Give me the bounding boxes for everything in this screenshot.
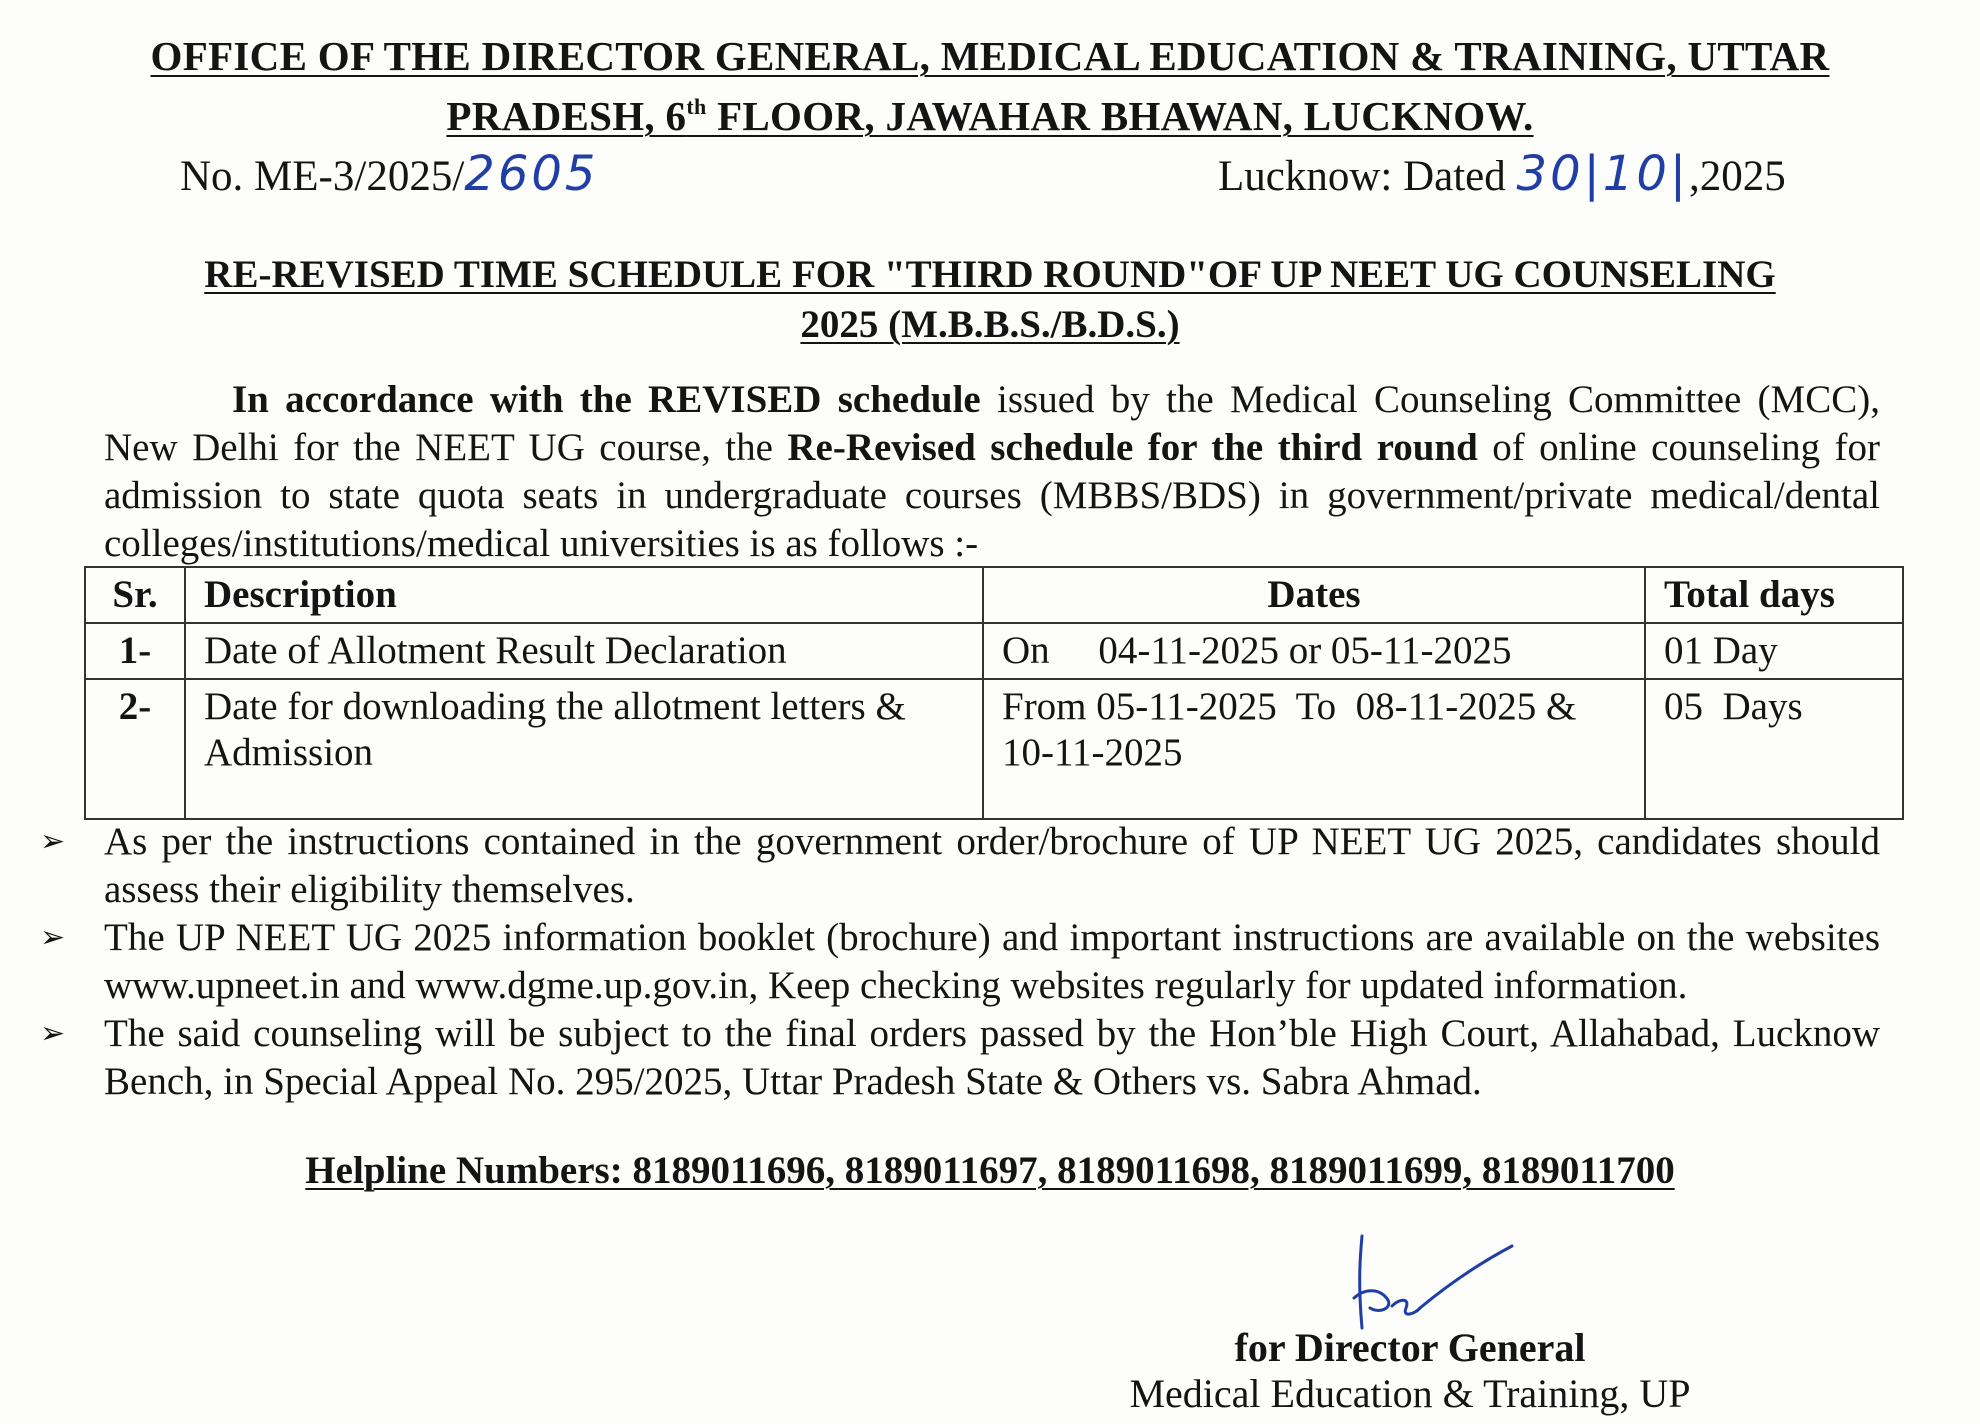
list-item [40,1010,1880,1106]
intro-text-1: issued by the Medical Counseling Committee (MCC), New Delhi for the NEET UG course, the [104,378,1880,469]
header-sr: Sr. [85,567,185,623]
header-dates: Dates [983,567,1645,623]
row1-dates: On 04-11-2025 or 05-11-2025 [983,623,1645,679]
intro-bold-revised: In accordance with the REVISED schedule [232,378,981,421]
reference-date-handwritten: 30|10| [1516,146,1690,202]
subject-line2: 2025 (M.B.B.S./B.D.S.) [800,303,1180,346]
table-row [85,679,1903,819]
intro-paragraph [104,376,1880,568]
list-item [40,914,1880,1010]
row2-total: 05 Days [1645,679,1903,819]
row2-dates: From 05-11-2025 To 08-11-2025 & 10-11-2025 [983,679,1645,819]
row1-total: 01 Day [1645,623,1903,679]
arrow-bullet-icon: ➢ [40,1016,66,1051]
office-header-line1: OFFICE OF THE DIRECTOR GENERAL, MEDICAL EDUCATION & TRAINING, UTTAR [150,33,1830,79]
office-header-line2 [0,92,1980,140]
reference-date-suffix: ,2025 [1689,153,1786,200]
reference-number-handwritten: 2605 [464,146,599,202]
signatory-title: for Director General [1234,1325,1586,1370]
signatory-department: Medical Education & Training, UP [1129,1371,1691,1416]
schedule-table [84,566,1904,820]
header-floor-superscript: th [686,94,707,119]
intro-bold-rerevised: Re-Revised schedule for the third round [787,426,1478,469]
row1-sr: 1- [85,623,185,679]
instructions-list [40,818,1880,1106]
intro-text-2: of online counseling for admission to state quota seats in undergraduate courses (MBBS/BDS) in government/private medical/dental colleges/institutions/medical universities is as follows :- [104,426,1880,565]
header-line2-suffix: FLOOR, JAWAHAR BHAWAN, LUCKNOW. [706,93,1534,139]
row2-description: Date for downloading the allotment letters & Admission [185,679,983,819]
header-description: Description [185,567,983,623]
bullet-text-2: The UP NEET UG 2025 information booklet (brochure) and important instructions are available on the websites www.upneet.in and www.dgme.up.gov.in, Keep checking websites regularly for updated information. [104,916,1880,1007]
helpline-numbers: Helpline Numbers: 8189011696, 8189011697, 8189011698, 8189011699, 8189011700 [305,1149,1675,1192]
reference-number-prefix: No. ME-3/2025/ [180,153,465,200]
arrow-bullet-icon: ➢ [40,920,66,955]
subject-line1: RE-REVISED TIME SCHEDULE FOR "THIRD ROUND"OF UP NEET UG COUNSELING [204,253,1776,296]
list-item [40,818,1880,914]
bullet-text-1: As per the instructions contained in the government order/brochure of UP NEET UG 2025, candidates should assess their eligibility themselves. [104,820,1880,911]
bullet-text-3: The said counseling will be subject to the final orders passed by the Hon’ble High Court, Allahabad, Lucknow Bench, in Special Appeal No. 295/2025, Uttar Pradesh State & Others vs. Sabra Ahmad. [104,1012,1880,1103]
header-line2-prefix: PRADESH, 6 [446,93,687,139]
arrow-bullet-icon: ➢ [40,824,66,859]
table-header-row [85,567,1903,623]
row2-sr: 2- [85,679,185,819]
reference-number [180,146,598,202]
row1-description: Date of Allotment Result Declaration [185,623,983,679]
header-total-days: Total days [1645,567,1903,623]
table-row [85,623,1903,679]
handwritten-signature [1340,1228,1520,1338]
reference-date-prefix: Lucknow: Dated [1218,153,1517,200]
reference-date [1218,146,1786,202]
